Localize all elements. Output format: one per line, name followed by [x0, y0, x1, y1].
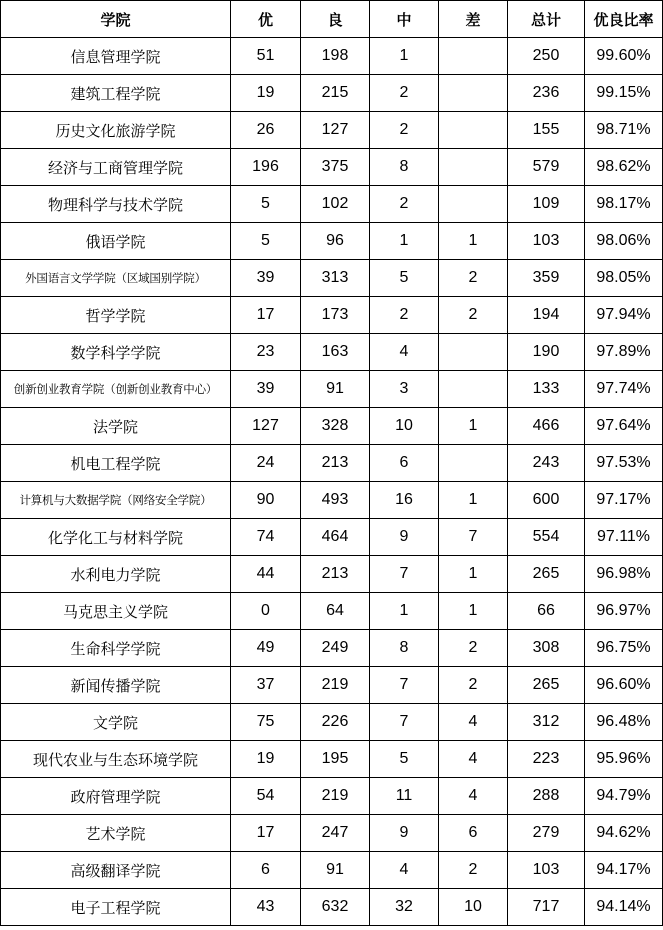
medium-count-cell: 2 — [370, 297, 439, 334]
good-count-cell: 219 — [301, 667, 370, 704]
table-row — [1, 408, 663, 445]
good-count-cell: 328 — [301, 408, 370, 445]
poor-count-cell: 4 — [439, 741, 508, 778]
good-count-cell: 213 — [301, 556, 370, 593]
rate-cell: 97.64% — [585, 408, 663, 445]
total-count-cell: 308 — [508, 630, 585, 667]
medium-count-cell: 4 — [370, 334, 439, 371]
header-college: 学院 — [1, 1, 231, 38]
table-row — [1, 630, 663, 667]
good-count-cell: 127 — [301, 112, 370, 149]
medium-count-cell: 8 — [370, 149, 439, 186]
rate-cell: 94.62% — [585, 815, 663, 852]
medium-count-cell: 16 — [370, 482, 439, 519]
rate-cell: 96.60% — [585, 667, 663, 704]
poor-count-cell: 4 — [439, 778, 508, 815]
good-count-cell: 96 — [301, 223, 370, 260]
good-count-cell: 213 — [301, 445, 370, 482]
total-count-cell: 279 — [508, 815, 585, 852]
excellent-count-cell: 5 — [231, 223, 301, 260]
college-name-cell: 新闻传播学院 — [1, 667, 231, 704]
excellent-count-cell: 23 — [231, 334, 301, 371]
rate-cell: 97.11% — [585, 519, 663, 556]
total-count-cell: 466 — [508, 408, 585, 445]
total-count-cell: 312 — [508, 704, 585, 741]
medium-count-cell: 2 — [370, 186, 439, 223]
table-row — [1, 297, 663, 334]
table-row — [1, 38, 663, 75]
table-row — [1, 223, 663, 260]
medium-count-cell: 2 — [370, 75, 439, 112]
poor-count-cell: 2 — [439, 630, 508, 667]
poor-count-cell — [439, 112, 508, 149]
table-row — [1, 556, 663, 593]
table-row — [1, 815, 663, 852]
rate-cell: 96.97% — [585, 593, 663, 630]
total-count-cell: 109 — [508, 186, 585, 223]
poor-count-cell: 1 — [439, 408, 508, 445]
excellent-count-cell: 90 — [231, 482, 301, 519]
excellent-count-cell: 196 — [231, 149, 301, 186]
total-count-cell: 554 — [508, 519, 585, 556]
poor-count-cell: 2 — [439, 852, 508, 889]
rate-cell: 94.14% — [585, 889, 663, 926]
good-count-cell: 247 — [301, 815, 370, 852]
medium-count-cell: 4 — [370, 852, 439, 889]
excellent-count-cell: 6 — [231, 852, 301, 889]
excellent-count-cell: 0 — [231, 593, 301, 630]
medium-count-cell: 6 — [370, 445, 439, 482]
poor-count-cell: 2 — [439, 667, 508, 704]
total-count-cell: 223 — [508, 741, 585, 778]
college-name-cell: 生命科学学院 — [1, 630, 231, 667]
college-name-cell: 政府管理学院 — [1, 778, 231, 815]
excellent-count-cell: 74 — [231, 519, 301, 556]
table-row — [1, 667, 663, 704]
table-row — [1, 260, 663, 297]
good-count-cell: 198 — [301, 38, 370, 75]
excellent-count-cell: 24 — [231, 445, 301, 482]
poor-count-cell: 1 — [439, 556, 508, 593]
excellent-count-cell: 43 — [231, 889, 301, 926]
poor-count-cell — [439, 75, 508, 112]
rate-cell: 98.05% — [585, 260, 663, 297]
medium-count-cell: 7 — [370, 556, 439, 593]
good-count-cell: 195 — [301, 741, 370, 778]
total-count-cell: 190 — [508, 334, 585, 371]
excellent-count-cell: 127 — [231, 408, 301, 445]
rate-cell: 97.17% — [585, 482, 663, 519]
good-count-cell: 632 — [301, 889, 370, 926]
total-count-cell: 155 — [508, 112, 585, 149]
college-name-cell: 电子工程学院 — [1, 889, 231, 926]
rate-cell: 98.71% — [585, 112, 663, 149]
poor-count-cell: 1 — [439, 223, 508, 260]
total-count-cell: 359 — [508, 260, 585, 297]
poor-count-cell: 1 — [439, 482, 508, 519]
rate-cell: 97.74% — [585, 371, 663, 408]
table-row — [1, 778, 663, 815]
header-poor: 差 — [439, 1, 508, 38]
poor-count-cell: 2 — [439, 297, 508, 334]
college-name-cell: 哲学学院 — [1, 297, 231, 334]
college-name-cell: 历史文化旅游学院 — [1, 112, 231, 149]
medium-count-cell: 9 — [370, 815, 439, 852]
poor-count-cell — [439, 334, 508, 371]
table-row — [1, 75, 663, 112]
college-name-cell: 计算机与大数据学院（网络安全学院） — [1, 482, 231, 519]
rate-cell: 99.15% — [585, 75, 663, 112]
table-row — [1, 704, 663, 741]
excellent-count-cell: 44 — [231, 556, 301, 593]
college-name-cell: 物理科学与技术学院 — [1, 186, 231, 223]
excellent-count-cell: 17 — [231, 297, 301, 334]
poor-count-cell — [439, 445, 508, 482]
poor-count-cell — [439, 38, 508, 75]
table-row — [1, 741, 663, 778]
good-count-cell: 464 — [301, 519, 370, 556]
medium-count-cell: 3 — [370, 371, 439, 408]
total-count-cell: 103 — [508, 223, 585, 260]
table-row — [1, 186, 663, 223]
total-count-cell: 600 — [508, 482, 585, 519]
medium-count-cell: 5 — [370, 260, 439, 297]
rate-cell: 97.53% — [585, 445, 663, 482]
excellent-count-cell: 26 — [231, 112, 301, 149]
poor-count-cell: 10 — [439, 889, 508, 926]
rate-cell: 95.96% — [585, 741, 663, 778]
good-count-cell: 163 — [301, 334, 370, 371]
good-count-cell: 313 — [301, 260, 370, 297]
excellent-count-cell: 39 — [231, 260, 301, 297]
table-row — [1, 889, 663, 926]
medium-count-cell: 1 — [370, 38, 439, 75]
good-count-cell: 493 — [301, 482, 370, 519]
poor-count-cell: 1 — [439, 593, 508, 630]
good-count-cell: 215 — [301, 75, 370, 112]
medium-count-cell: 2 — [370, 112, 439, 149]
excellent-count-cell: 51 — [231, 38, 301, 75]
total-count-cell: 250 — [508, 38, 585, 75]
college-name-cell: 机电工程学院 — [1, 445, 231, 482]
college-name-cell: 数学科学学院 — [1, 334, 231, 371]
college-name-cell: 创新创业教育学院（创新创业教育中心） — [1, 371, 231, 408]
college-name-cell: 水利电力学院 — [1, 556, 231, 593]
excellent-count-cell: 17 — [231, 815, 301, 852]
good-count-cell: 91 — [301, 852, 370, 889]
total-count-cell: 194 — [508, 297, 585, 334]
total-count-cell: 265 — [508, 667, 585, 704]
medium-count-cell: 7 — [370, 704, 439, 741]
rate-cell: 96.98% — [585, 556, 663, 593]
excellent-count-cell: 5 — [231, 186, 301, 223]
table-body — [1, 38, 663, 926]
table-row — [1, 593, 663, 630]
total-count-cell: 243 — [508, 445, 585, 482]
poor-count-cell: 2 — [439, 260, 508, 297]
medium-count-cell: 1 — [370, 593, 439, 630]
table-row — [1, 334, 663, 371]
total-count-cell: 288 — [508, 778, 585, 815]
good-count-cell: 64 — [301, 593, 370, 630]
medium-count-cell: 1 — [370, 223, 439, 260]
college-name-cell: 高级翻译学院 — [1, 852, 231, 889]
excellent-count-cell: 75 — [231, 704, 301, 741]
table-header — [1, 1, 663, 38]
medium-count-cell: 10 — [370, 408, 439, 445]
table-row — [1, 149, 663, 186]
medium-count-cell: 32 — [370, 889, 439, 926]
poor-count-cell — [439, 186, 508, 223]
header-medium: 中 — [370, 1, 439, 38]
college-name-cell: 法学院 — [1, 408, 231, 445]
college-name-cell: 艺术学院 — [1, 815, 231, 852]
rate-cell: 96.75% — [585, 630, 663, 667]
excellent-count-cell: 37 — [231, 667, 301, 704]
excellent-count-cell: 39 — [231, 371, 301, 408]
good-count-cell: 226 — [301, 704, 370, 741]
header-good: 良 — [301, 1, 370, 38]
poor-count-cell — [439, 149, 508, 186]
table-row — [1, 445, 663, 482]
rate-cell: 98.17% — [585, 186, 663, 223]
college-name-cell: 外国语言文学学院（区域国别学院） — [1, 260, 231, 297]
total-count-cell: 103 — [508, 852, 585, 889]
header-rate: 优良比率 — [585, 1, 663, 38]
header-total: 总计 — [508, 1, 585, 38]
good-count-cell: 375 — [301, 149, 370, 186]
good-count-cell: 102 — [301, 186, 370, 223]
total-count-cell: 133 — [508, 371, 585, 408]
medium-count-cell: 11 — [370, 778, 439, 815]
poor-count-cell: 7 — [439, 519, 508, 556]
college-name-cell: 现代农业与生态环境学院 — [1, 741, 231, 778]
college-name-cell: 信息管理学院 — [1, 38, 231, 75]
header-excellent: 优 — [231, 1, 301, 38]
medium-count-cell: 5 — [370, 741, 439, 778]
college-name-cell: 化学化工与材料学院 — [1, 519, 231, 556]
college-name-cell: 文学院 — [1, 704, 231, 741]
rate-cell: 96.48% — [585, 704, 663, 741]
total-count-cell: 265 — [508, 556, 585, 593]
table-row — [1, 482, 663, 519]
excellent-count-cell: 54 — [231, 778, 301, 815]
table-row — [1, 371, 663, 408]
poor-count-cell: 4 — [439, 704, 508, 741]
total-count-cell: 66 — [508, 593, 585, 630]
rate-cell: 98.62% — [585, 149, 663, 186]
total-count-cell: 579 — [508, 149, 585, 186]
table-row — [1, 112, 663, 149]
college-name-cell: 俄语学院 — [1, 223, 231, 260]
good-count-cell: 249 — [301, 630, 370, 667]
college-name-cell: 建筑工程学院 — [1, 75, 231, 112]
excellent-count-cell: 49 — [231, 630, 301, 667]
excellent-count-cell: 19 — [231, 75, 301, 112]
header-row — [1, 1, 663, 38]
rate-cell: 97.89% — [585, 334, 663, 371]
college-name-cell: 马克思主义学院 — [1, 593, 231, 630]
table-row — [1, 519, 663, 556]
rate-cell: 99.60% — [585, 38, 663, 75]
rate-cell: 94.17% — [585, 852, 663, 889]
poor-count-cell: 6 — [439, 815, 508, 852]
rate-cell: 94.79% — [585, 778, 663, 815]
rate-cell: 98.06% — [585, 223, 663, 260]
medium-count-cell: 8 — [370, 630, 439, 667]
table-row — [1, 852, 663, 889]
medium-count-cell: 9 — [370, 519, 439, 556]
rate-cell: 97.94% — [585, 297, 663, 334]
total-count-cell: 236 — [508, 75, 585, 112]
good-count-cell: 219 — [301, 778, 370, 815]
total-count-cell: 717 — [508, 889, 585, 926]
college-name-cell: 经济与工商管理学院 — [1, 149, 231, 186]
good-count-cell: 91 — [301, 371, 370, 408]
good-count-cell: 173 — [301, 297, 370, 334]
medium-count-cell: 7 — [370, 667, 439, 704]
excellent-count-cell: 19 — [231, 741, 301, 778]
poor-count-cell — [439, 371, 508, 408]
